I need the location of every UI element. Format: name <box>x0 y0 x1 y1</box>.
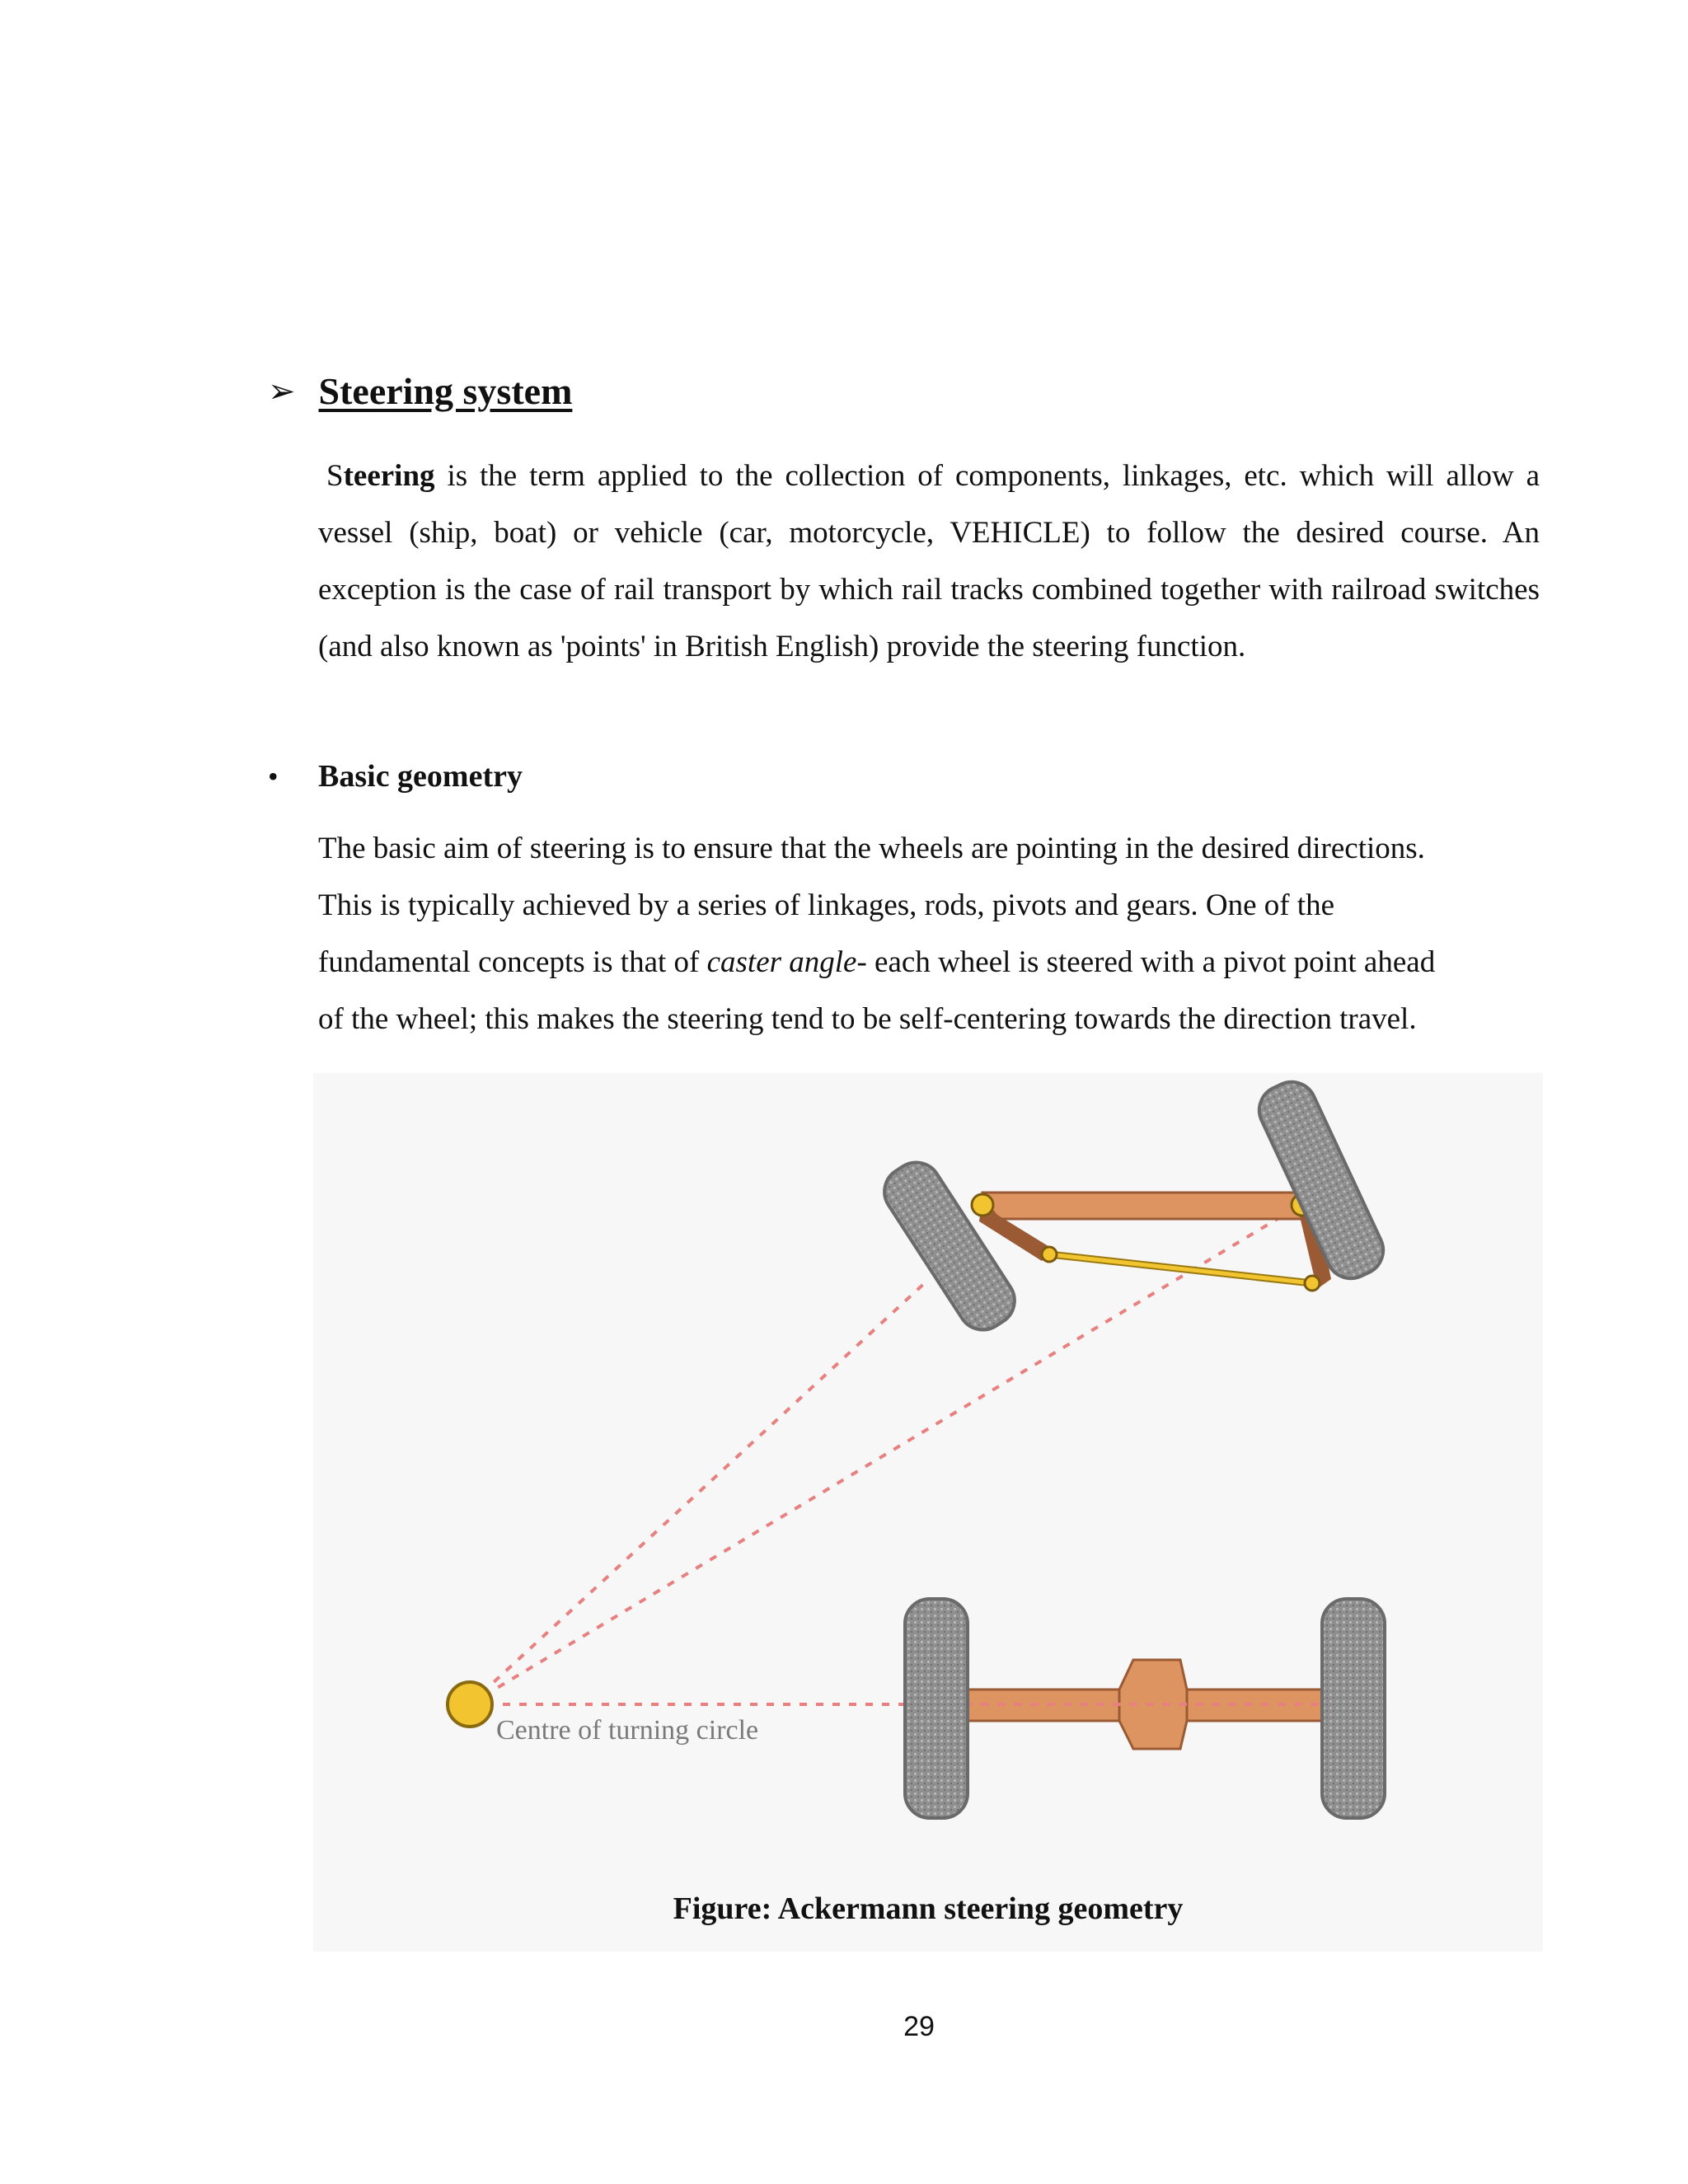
intro-paragraph <box>318 448 1540 675</box>
paragraph-line: The basic aim of steering is to ensure that the wheels are pointing in the desired directions. <box>318 832 1425 865</box>
intro-lead-bold: teering <box>343 459 435 493</box>
paragraph-line: This is typically achieved by a series of linkages, rods, pivots and gears. One of the <box>318 888 1335 922</box>
front-axle-assembly <box>875 1074 1391 1339</box>
pivot-left-kingpin <box>972 1194 993 1216</box>
basic-geometry-heading: Basic geometry <box>318 759 523 794</box>
guide-line-right-wheel <box>470 1205 1301 1704</box>
arrow-bullet-icon: ➢ <box>268 372 296 410</box>
guide-lines <box>470 1205 1311 1704</box>
basic-geometry-paragraph <box>318 820 1540 1047</box>
intro-text: is the term applied to the collection of components, linkages, etc. which will allow a vessel (ship, boat) or vehicle (car, motorcycle, VEHICLE) to follow the desired course. An exception is the case of rail transport by which rail tracks combined together with railroad switches (and also known as 'points' in British English) provide the steering function. <box>318 459 1540 663</box>
front-left-wheel <box>875 1153 1025 1339</box>
page-number: 29 <box>903 2011 935 2042</box>
basic-geometry-bullet <box>268 758 523 794</box>
rear-left-wheel <box>905 1599 968 1818</box>
turning-centre-marker <box>448 1682 492 1727</box>
turning-centre-label: Centre of turning circle <box>496 1715 759 1746</box>
paragraph-line <box>318 934 1540 991</box>
guide-line-left-wheel <box>470 1279 929 1704</box>
front-axle-beam <box>982 1193 1303 1219</box>
line-text: fundamental concepts is that of <box>318 945 707 979</box>
rear-right-wheel <box>1322 1599 1385 1818</box>
section-title: Steering system <box>318 370 573 412</box>
line-text: - each wheel is steered with a pivot point ahead <box>856 945 1436 979</box>
caster-angle-term: caster angle <box>706 945 857 979</box>
round-bullet-icon: • <box>268 760 279 793</box>
ackermann-diagram <box>313 1073 1543 1952</box>
ackermann-figure <box>313 1073 1543 1952</box>
intro-lead-plain: S <box>326 459 344 493</box>
paragraph-line: of the wheel; this makes the steering tend to be self-centering towards the direction travel. <box>318 1002 1417 1036</box>
pivot-right-arm <box>1305 1276 1320 1291</box>
rear-axle-assembly <box>905 1599 1385 1818</box>
figure-caption: Figure: Ackermann steering geometry <box>673 1891 1184 1926</box>
section-heading <box>268 369 572 413</box>
pivot-left-arm <box>1042 1247 1057 1262</box>
